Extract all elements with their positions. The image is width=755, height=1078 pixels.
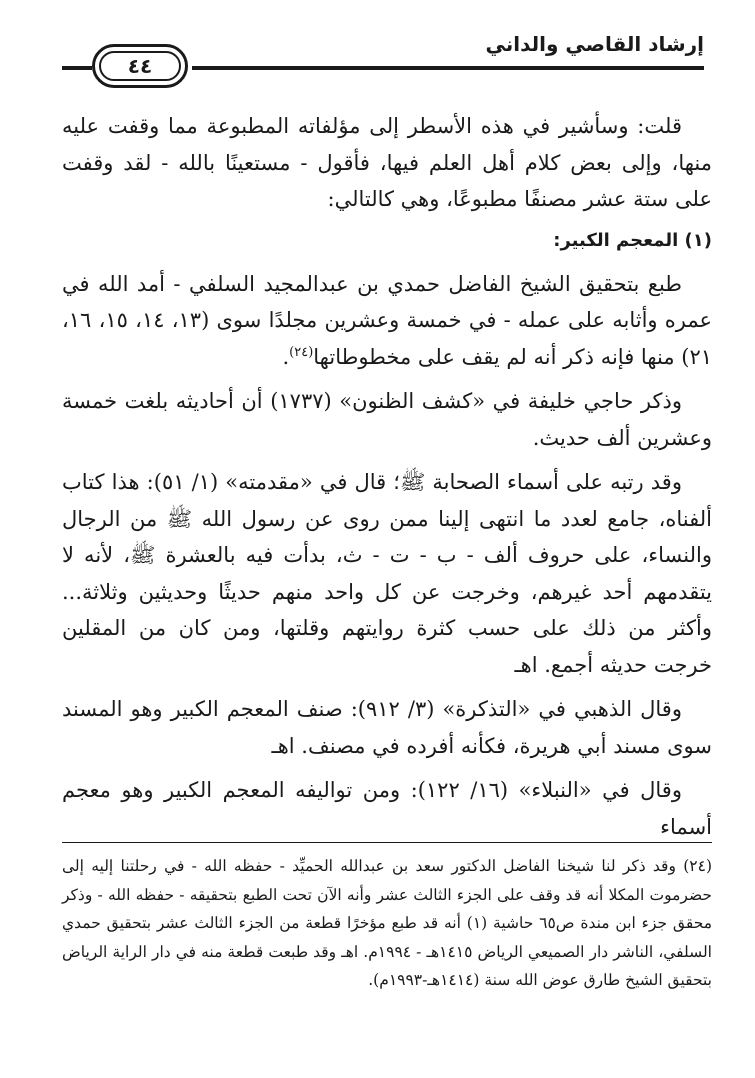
running-title: إرشاد القاصي والداني (485, 32, 704, 56)
paragraph-nubala: وقال في «النبلاء» (١٦/ ١٢٢): ومن تواليفه المعجم الكبير وهو معجم أسماء (62, 778, 712, 839)
page-number-badge (92, 44, 188, 88)
paragraph-edition-text: طبع بتحقيق الشيخ الفاضل حمدي بن عبدالمجيد السلفي - أمد الله في عمره وأثابه على عمله - في خمسة وعشرين مجلدًا سوى (١٣، ١٤، ١٥، ١٦، ٢١) منها فإنه ذكر أنه لم يقف على مخطوطاتها (62, 271, 713, 369)
paragraph-edition-end: . (282, 344, 290, 369)
paragraph-edition (62, 266, 712, 376)
footnote: (٢٤) وقد ذكر لنا شيخنا الفاضل الدكتور سعد بن عبدالله الحميِّد - حفظه الله - في رحلتنا إليه إلى حضرموت المكلا أنه قد وقف على الجزء الثالث عشر وأنه الآن تحت الطبع بتحقيقه - حفظه الله - وذكر محقق جزء ابن مندة ص٦٥ حاشية (١) أنه قد طبع مؤخرًا قطعة من الجزء الثالث عشر بتحقيق حمدي السلفي، الناشر دار الصميعي الرياض ١٤١٥هـ - ١٩٩٤م. اهـ وقد طبعت قطعة منه في دار الراية الرياض بتحقيق الشيخ طارق عوض الله سنة (١٤١٤هـ-١٩٩٣م). (62, 857, 713, 989)
footnote-divider (62, 842, 712, 843)
section-heading: (١) المعجم الكبير: (553, 229, 712, 251)
header-rule-left (62, 66, 92, 70)
intro-paragraph: قلت: وسأشير في هذه الأسطر إلى مؤلفاته المطبوعة مما وقفت عليه منها، وإلى بعض كلام أهل العلم فيها، فأقول - مستعينًا بالله - لقد وقفت على ستة عشر مصنفًا مطبوعًا، وهي كالتالي: (62, 114, 712, 211)
main-text (62, 108, 712, 853)
page-header (62, 28, 704, 88)
header-rule (192, 66, 704, 70)
paragraph-kashf: وذكر حاجي خليفة في «كشف الظنون» (١٧٣٧) أن أحاديثه بلغت خمسة وعشرين ألف حديث. (62, 389, 712, 450)
paragraph-arrangement: وقد رتبه على أسماء الصحابة ﷺ؛ قال في «مقدمته» (١/ ٥١): هذا كتاب ألفناه، جامع لعدد ما انتهى إلينا ممن روى عن رسول الله ﷺ من الرجال والنساء، على حروف ألف - ب - ت - ث، بدأت فيه بالعشرة ﷺ، لأنه لا يتقدمهم أحد غيرهم، وخرجت عن كل واحد منهم حديثًا وحديثين وثلاثة... وأكثر من ذلك على حسب كثرة روايتهم وقلتها، ومن كان من المقلين خرجت حديثه أجمع. اهـ (62, 470, 712, 677)
page-number: ٤٤ (99, 51, 181, 81)
footnote-ref[interactable]: (٢٤) (289, 344, 314, 360)
paragraph-dhahabi: وقال الذهبي في «التذكرة» (٣/ ٩١٢): صنف المعجم الكبير وهو المسند سوى مسند أبي هريرة، فكأنه أفرده في مصنف. اهـ (62, 697, 712, 758)
